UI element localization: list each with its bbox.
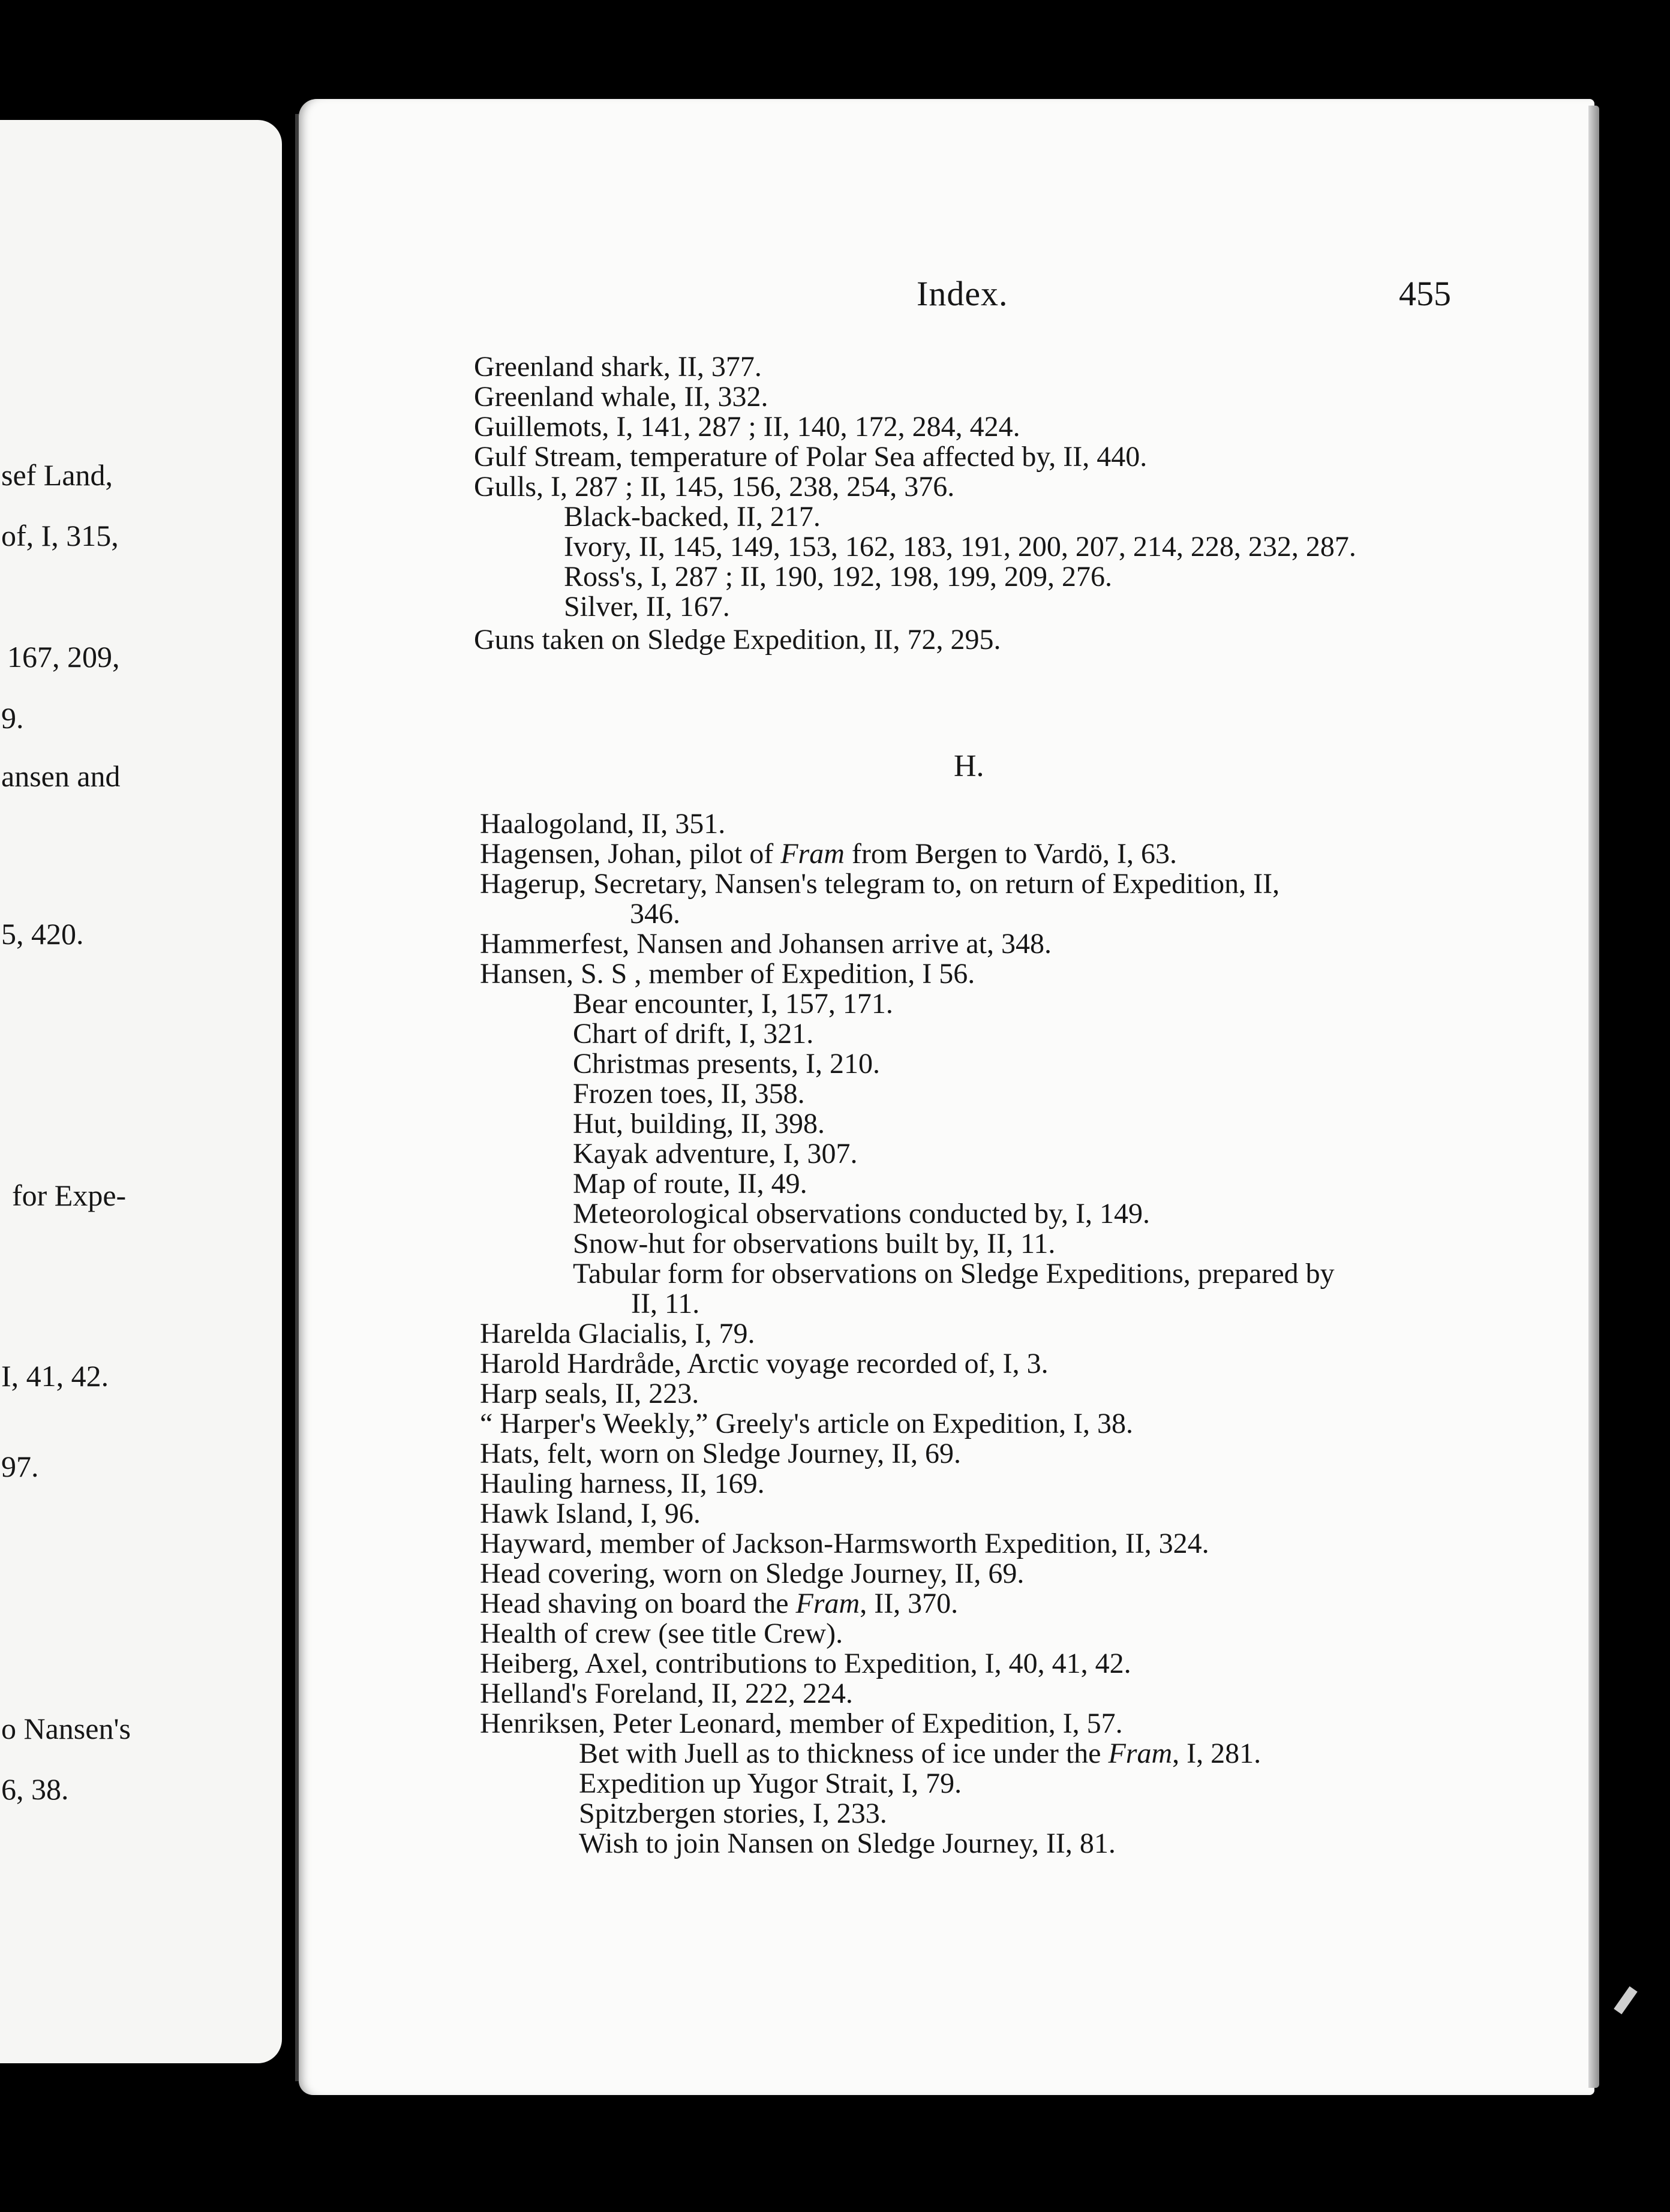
section-heading: H. [954,749,984,783]
index-subentry: Tabular form for observations on Sledge Expeditions, prepared by [573,1258,1335,1290]
ship-name: Fram [1108,1738,1173,1769]
index-entry: Harelda Glacialis, I, 79. [480,1318,755,1350]
left-page-fragment: of, I, 315, [1,519,119,552]
left-page-fragment: 167, 209, [7,640,120,674]
index-entry: Greenland whale, II, 332. [474,381,768,413]
index-subentry: Map of route, II, 49. [573,1168,807,1200]
page-number: 455 [1399,274,1451,313]
index-entry: Harold Hardråde, Arctic voyage recorded of, I, 3. [480,1348,1049,1380]
index-entry: Hawk Island, I, 96. [480,1498,701,1529]
index-entry: Health of crew (see title Crew). [480,1618,843,1649]
index-entry: Hagerup, Secretary, Nansen's telegram to, on return of Expedition, II, [480,868,1280,900]
index-entry: Hats, felt, worn on Sledge Journey, II, 69. [480,1438,962,1469]
scan-mark [1614,1986,1637,2015]
page-edge [1588,106,1599,2088]
index-entry: Hagensen, Johan, pilot of Fram from Bergen to Vardö, I, 63. [480,838,1178,870]
index-entry: Head shaving on board the Fram, II, 370. [480,1588,959,1619]
index-entry-continuation: 346. [630,898,680,930]
index-entry: Guillemots, I, 141, 287 ; II, 140, 172, 284, 424. [474,411,1020,443]
ship-name: Fram [795,1588,860,1619]
left-page-fragment: I, 41, 42. [1,1359,109,1393]
running-head: Index. [917,274,1008,313]
index-subentry: Expedition up Yugor Strait, I, 79. [579,1768,962,1799]
index-entry: Hauling harness, II, 169. [480,1468,765,1499]
left-page-fragment: sef Land, [1,458,113,492]
left-page-fragment: 97. [1,1450,39,1483]
index-entry: Harp seals, II, 223. [480,1378,699,1409]
left-page [0,120,282,2063]
left-page-fragment: 9. [1,701,24,735]
index-subentry: Wish to join Nansen on Sledge Journey, II, 81. [579,1828,1116,1859]
index-subentry: Spitzbergen stories, I, 233. [579,1798,887,1829]
index-subentry: Bet with Juell as to thickness of ice under the Fram, I, 281. [579,1738,1261,1769]
left-page-fragment: for Expe- [12,1179,127,1212]
left-page-fragment: o Nansen's [1,1712,131,1745]
index-subentry: Hut, building, II, 398. [573,1108,825,1140]
index-subentry: Ross's, I, 287 ; II, 190, 192, 198, 199, 209, 276. [564,561,1112,593]
index-entry: Greenland shark, II, 377. [474,351,762,383]
index-entry: Gulf Stream, temperature of Polar Sea affected by, II, 440. [474,441,1148,473]
index-subentry: Christmas presents, I, 210. [573,1048,880,1080]
index-entry: Hammerfest, Nansen and Johansen arrive at, 348. [480,928,1052,960]
index-subentry: Bear encounter, I, 157, 171. [573,988,893,1020]
index-entry: Helland's Foreland, II, 222, 224. [480,1678,853,1709]
index-subentry: Black-backed, II, 217. [564,501,821,533]
left-page-fragment: 5, 420. [1,917,84,951]
ship-name: Fram [780,838,845,870]
index-subentry: Chart of drift, I, 321. [573,1018,814,1050]
index-entry-continuation: II, 11. [631,1288,700,1320]
left-page-fragment: ansen and [1,759,121,793]
index-subentry: Frozen toes, II, 358. [573,1078,805,1110]
index-entry: Hansen, S. S , member of Expedition, I 56. [480,958,975,990]
index-entry: Guns taken on Sledge Expedition, II, 72, 295. [474,624,1001,656]
left-page-fragment: 6, 38. [1,1772,69,1806]
index-entry: “ Harper's Weekly,” Greely's article on Expedition, I, 38. [480,1408,1134,1439]
index-entry: Haalogoland, II, 351. [480,808,726,840]
index-subentry: Silver, II, 167. [564,591,730,623]
index-entry: Henriksen, Peter Leonard, member of Expedition, I, 57. [480,1708,1123,1739]
index-subentry: Ivory, II, 145, 149, 153, 162, 183, 191, 200, 207, 214, 228, 232, 287. [564,531,1356,563]
index-subentry: Meteorological observations conducted by, I, 149. [573,1198,1150,1230]
index-entry: Head covering, worn on Sledge Journey, II, 69. [480,1558,1025,1589]
index-entry: Heiberg, Axel, contributions to Expedition, I, 40, 41, 42. [480,1648,1131,1679]
index-subentry: Kayak adventure, I, 307. [573,1138,858,1170]
index-entry: Gulls, I, 287 ; II, 145, 156, 238, 254, 376. [474,471,955,503]
index-entry: Hayward, member of Jackson-Harmsworth Expedition, II, 324. [480,1528,1209,1559]
index-subentry: Snow-hut for observations built by, II, 11. [573,1228,1056,1260]
